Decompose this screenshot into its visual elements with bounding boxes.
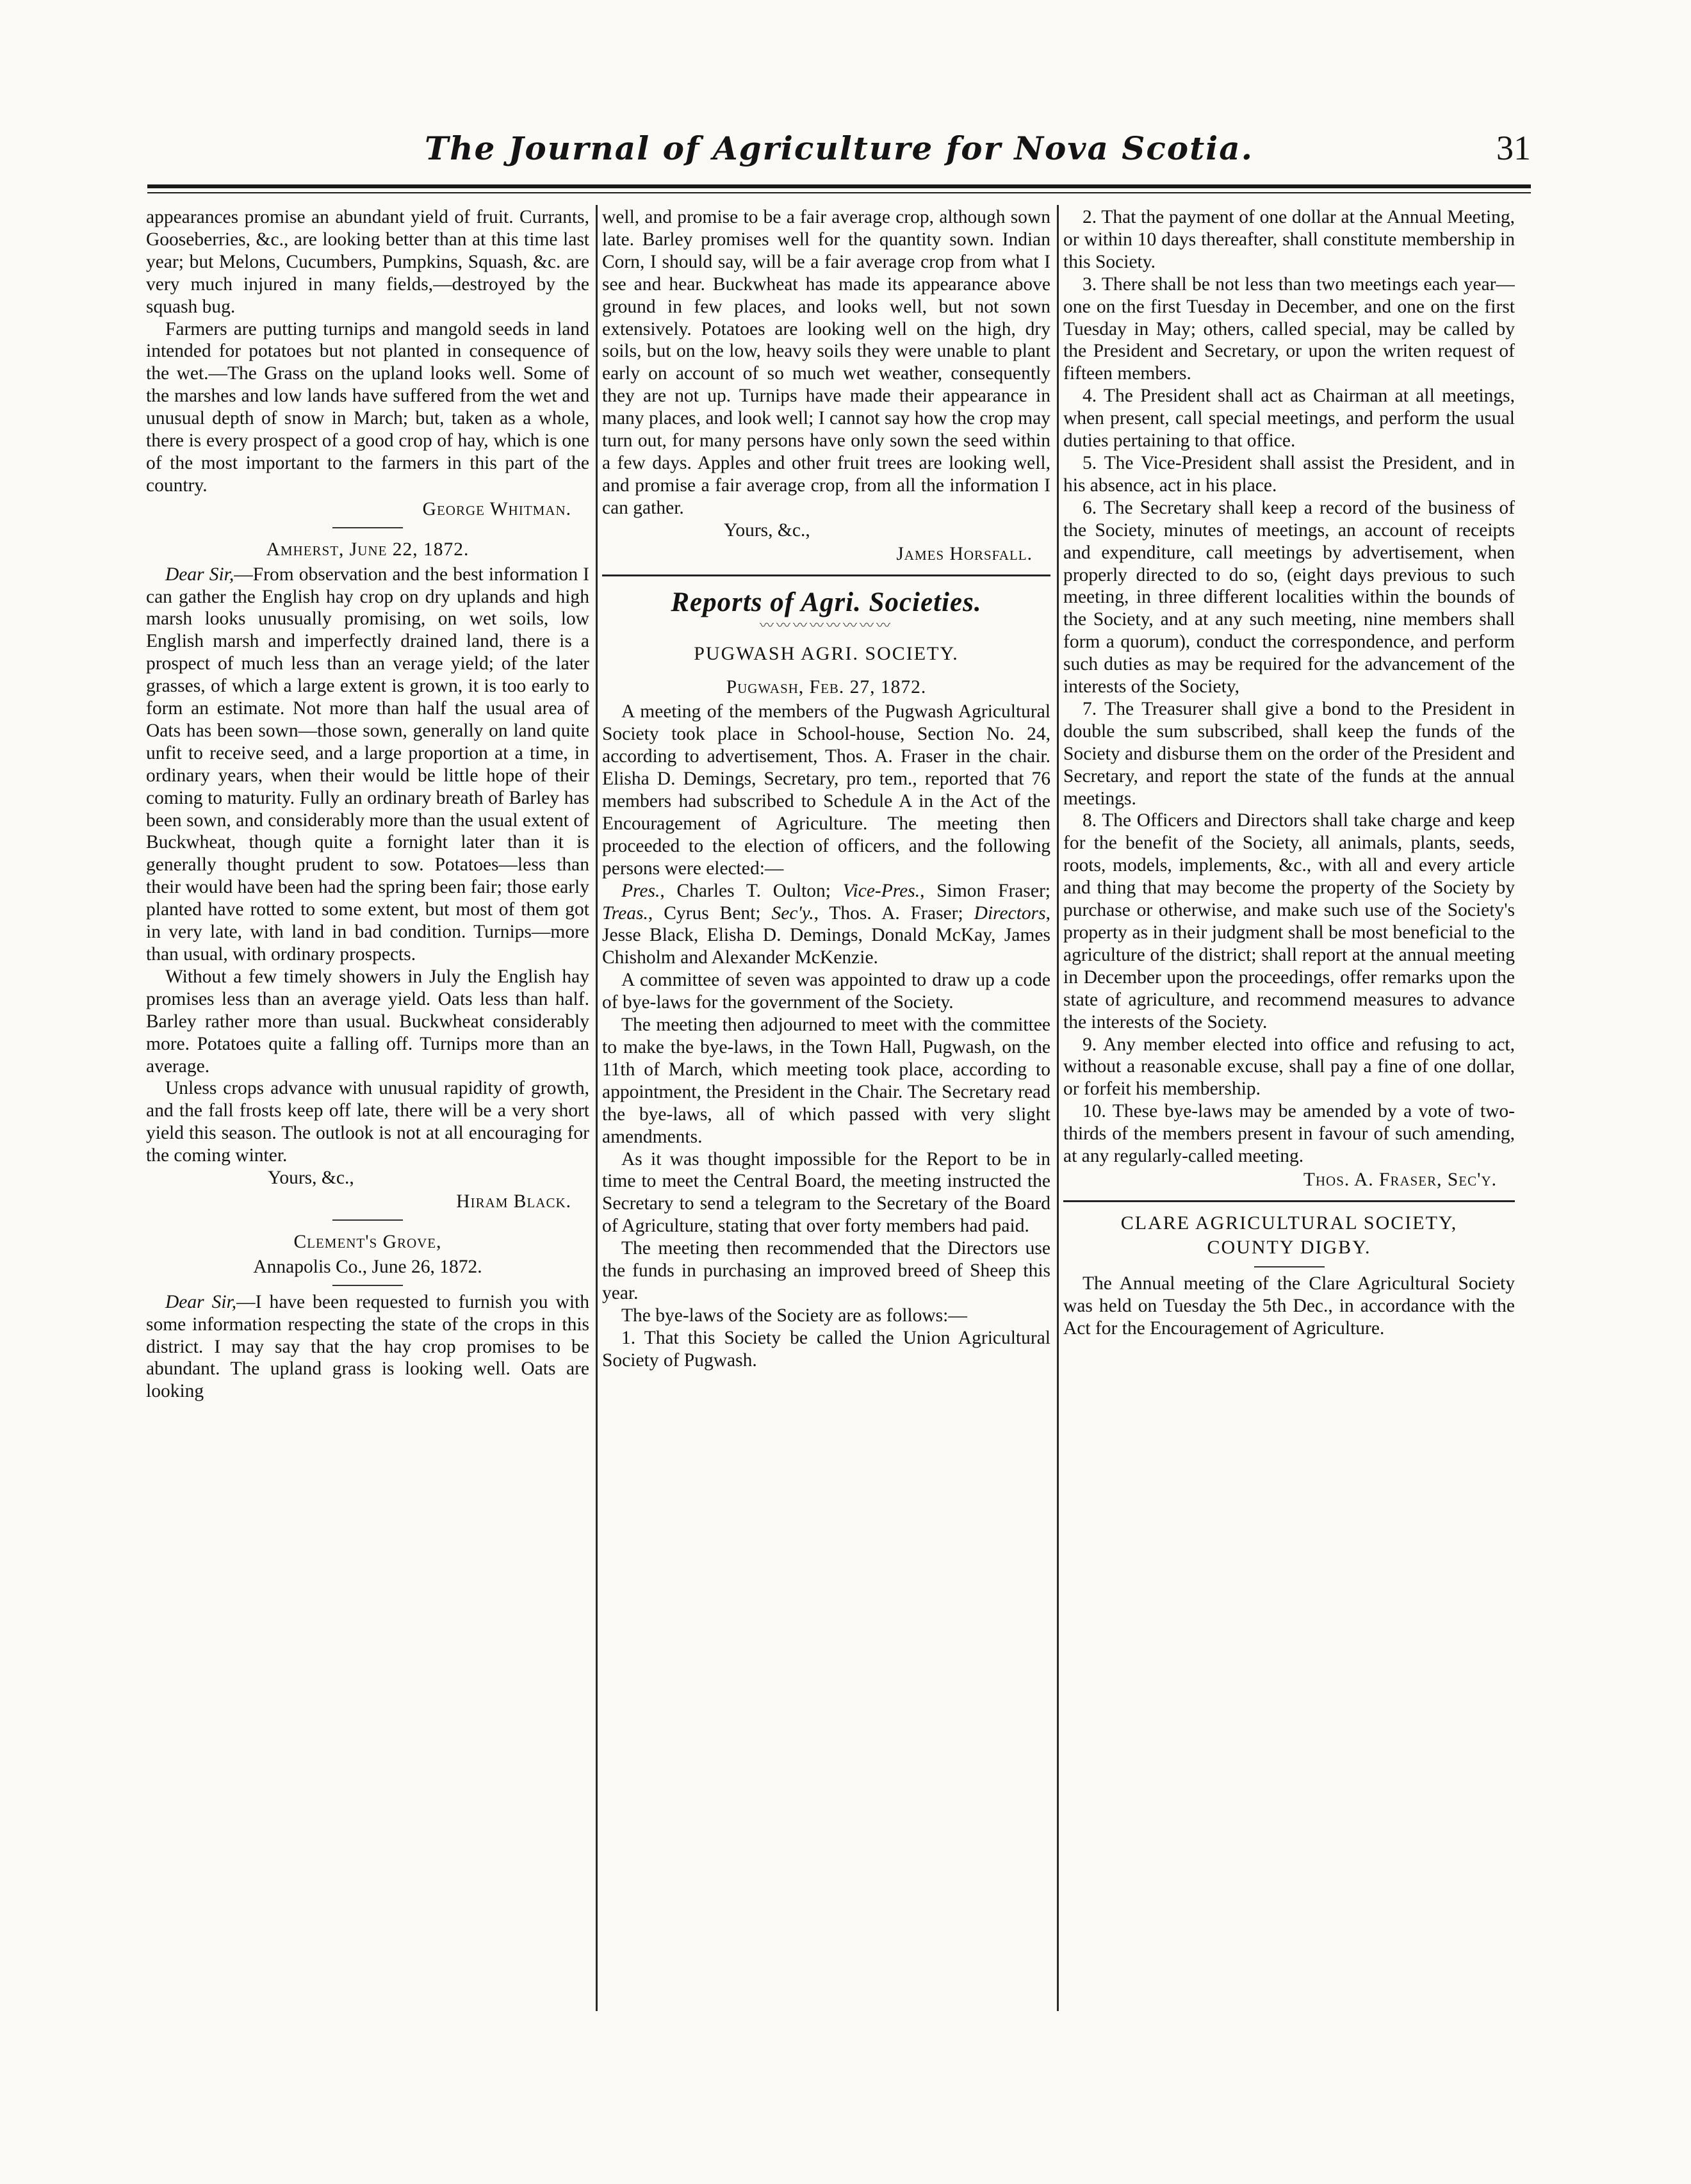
divider <box>332 1219 403 1221</box>
dateline: Clement's Grove, <box>293 1231 442 1252</box>
bye-law: 4. The President shall act as Chairman at all meetings, when present, call special meetings, and perform the usual duties pertaining to that office. <box>1063 386 1515 452</box>
paragraph: As it was thought impossible for the Report to be in time to meet the Central Board, the meeting instructed the Secretary to send a telegram to the Secretary of the Board of Agriculture, stating that over forty members had paid. <box>602 1148 1050 1237</box>
paragraph: A meeting of the members of the Pugwash Agricultural Society took place in School-house, Section No. 24, according to advertisement, Thos. A. Fraser in the chair. Elisha D. Demings, Secretary, pro tem., reported that 76 members had subscribed to Schedule A in the Act of the Encouragement of Agriculture. The meeting then proceeded to the election of officers, and the following persons were elected:— <box>602 701 1050 879</box>
bye-law: 1. That this Society be called the Union Agricultural Society of Pugwash. <box>602 1327 1050 1371</box>
bye-law: 7. The Treasurer shall give a bond to the President in double the sum subscribed, shall keep the funds of the Society and disburse them on the order of the President and Secretary, and report the state of the funds at the annual meetings. <box>1063 698 1515 809</box>
section-rule <box>1063 1200 1515 1202</box>
column-1 <box>146 206 589 2012</box>
dateline-location: Annapolis Co., June 26, 1872. <box>253 1256 482 1277</box>
column-2 <box>602 206 1050 2012</box>
column-divider <box>1057 205 1059 2011</box>
paragraph: The meeting then adjourned to meet with the committee to make the bye-laws, in the Town Hall, Pugwash, on the 11th of March, which meeting took place, according to appointment, the President in the Chair. The Secretary read the bye-laws, all of which passed with very slight amendments. <box>602 1015 1050 1147</box>
dateline: Pugwash, Feb. 27, 1872. <box>726 676 927 697</box>
closing: Yours, &c., <box>724 519 810 541</box>
divider <box>1254 1266 1325 1267</box>
signature: Hiram Black. <box>456 1191 571 1212</box>
paragraph: The Annual meeting of the Clare Agricultural Society was held on Tuesday the 5th Dec., in accordance with the Act for the Encouragement of Agriculture. <box>1063 1273 1515 1339</box>
officer-label: Treas. <box>602 902 648 924</box>
salutation: Dear Sir, <box>165 1291 237 1312</box>
bye-law: 9. Any member elected into office and refusing to act, without a reasonable excuse, shall pay a fine of one dollar, or forfeit his membership. <box>1063 1034 1515 1100</box>
officer-label: Pres. <box>621 880 660 901</box>
paragraph: Unless crops advance with unusual rapidity of growth, and the fall frosts keep off late, there will be a very short yield this season. The outlook is not at all encouraging for the coming winter. <box>146 1078 589 1166</box>
officers-list <box>602 880 1050 970</box>
paragraph: The meeting then recommended that the Directors use the funds in purchasing an improved breed of Sheep this year. <box>602 1238 1050 1303</box>
letter-paragraph <box>146 564 589 966</box>
officer-label: Sec'y. <box>771 902 814 924</box>
dateline: Amherst, June 22, 1872. <box>266 539 470 560</box>
paragraph: well, and promise to be a fair average crop, although sown late. Barley promises well for the quantity sown. Indian Corn, I should say, will be a fair average crop from what I see and hear. Buckwheat has made its appearance above ground in few places, and looks well, but not sown extensively. Potatoes are looking well on the high, dry soils, but on the low, heavy soils they were unable to plant early on account of so much wet weather, consequently they are not up. Turnips have made their appearance in many places, and look well; I cannot say how the crop may turn out, for many persons have only sown the seed within a few days. Apples and other fruit trees are looking well, and promise a fair average crop, from all the information I can gather. <box>602 207 1050 518</box>
running-header <box>147 115 1531 186</box>
closing: Yours, &c., <box>268 1168 354 1189</box>
bye-law: 3. There shall be not less than two meetings each year—one on the first Tuesday in December, and one on the first Tuesday in May; others, called special, may be called by the President and Secretary, or upon the writen request of fifteen members. <box>1063 273 1515 384</box>
officer-name: , Cyrus Bent; <box>648 902 772 924</box>
bye-law: 6. The Secretary shall keep a record of the business of the Society, minutes of meetings, an account of receipts and expenditure, call meetings by advertisement, when properly directed to do so, (eight days previous to such meeting, in three different localities within the bounds of the Society, and at any such meeting, nine members shall form a quorum), conduct the correspondence, and perform such duties as may be required for the advancement of the interests of the Society, <box>1063 497 1515 697</box>
officer-label: Directors <box>974 902 1046 924</box>
header-rule-thin <box>147 192 1531 193</box>
column-3 <box>1063 206 1515 2012</box>
paragraph: Farmers are putting turnips and mangold seeds in land intended for potatoes but not planted in consequence of the wet.—The Grass on the upland looks well. Some of the marshes and low lands have suffered from the wet and unusual depth of snow in March; but, taken as a whole, there is every prospect of a good crop of hay, which is one of the most important to the farmers in this part of the country. <box>146 318 589 496</box>
letter-text: —From observation and the best information I can gather the English hay crop on dry uplands and high marsh looks unusually promising, on wet soils, low English marsh and imperfectly drained land, there is a prospect of much less than an verage yield; of the later grasses, of which a large extent is grown, it is too early to form an estimate. Not more than half the usual area of Oats has been sown—those sown, generally on land quite unfit to receive seed, and a large proportion at a time, in ordinary years, when their would be little hope of their coming to maturity. Fully an ordinary breath of Barley has been sown, and considerably more than the usual extent of Buckwheat, though quite a fornight later than it is generally thought prudent to sow. Potatoes—less than their would have been had the spring been fair; those early planted have rotted to some extent, but most of them got in very late, with land in bad condition. Turnips—more than usual, with ordinary prospects. <box>146 564 589 965</box>
paragraph: appearances promise an abundant yield of fruit. Currants, Gooseberries, &c., are looking better than at this time last year; but Melons, Cucumbers, Pumpkins, Squash, &c. are very much injured in many fields,—destroyed by the squash bug. <box>146 207 589 317</box>
header-rule <box>147 184 1531 188</box>
column-divider <box>596 205 598 2011</box>
ornament-divider: 〰〰〰〰〰〰〰〰 <box>759 617 893 633</box>
divider <box>332 527 403 528</box>
signature: Thos. A. Fraser, Sec'y. <box>1303 1169 1497 1190</box>
paragraph: A committee of seven was appointed to draw up a code of bye-laws for the government of the Society. <box>602 970 1050 1013</box>
running-title: The Journal of Agriculture for Nova Scotia. <box>424 129 1254 167</box>
officer-label: Vice-Pres. <box>842 880 920 901</box>
officer-name: , Jesse Black, Elisha D. Demings, Donald McKay, James Chisholm and Alexander McKenzie. <box>602 902 1050 968</box>
society-title: CLARE AGRICULTURAL SOCIETY, <box>1120 1212 1458 1234</box>
letter-text: —I have been requested to furnish you with some information respecting the state of the crops in this district. I may say that the hay crop promises to be abundant. The upland grass is looking well. Oats are looking <box>146 1291 589 1402</box>
paragraph: The bye-laws of the Society are as follows:— <box>621 1305 967 1326</box>
bye-law: 5. The Vice-President shall assist the President, and in his absence, act in his place. <box>1063 452 1515 496</box>
signature: George Whitman. <box>422 498 571 519</box>
officer-name: , Charles T. Oulton; <box>660 880 843 901</box>
section-title: Reports of Agri. Societies. <box>671 587 982 617</box>
salutation: Dear Sir, <box>165 564 234 585</box>
bye-law: 10. These bye-laws may be amended by a vote of two-thirds of the members present in favour of such amending, at any regularly-called meeting. <box>1063 1101 1515 1167</box>
officer-name: , Simon Fraser; <box>920 880 1050 901</box>
bye-law: 2. That the payment of one dollar at the Annual Meeting, or within 10 days thereafter, shall constitute membership in this Society. <box>1063 207 1515 272</box>
society-title: PUGWASH AGRI. SOCIETY. <box>694 642 959 664</box>
page-number: 31 <box>1496 129 1531 167</box>
officer-name: , Thos. A. Fraser; <box>813 902 974 924</box>
signature: James Horsfall. <box>896 543 1033 564</box>
paragraph: Without a few timely showers in July the English hay promises less than an average yield. Oats less than half. Barley rather more than usual. Buckwheat considerably more. Potatoes quite a falling off. Turnips more than an average. <box>146 966 589 1077</box>
section-rule <box>602 575 1050 576</box>
divider <box>332 1285 403 1286</box>
society-subtitle: COUNTY DIGBY. <box>1207 1236 1371 1258</box>
letter-paragraph <box>146 1291 589 1403</box>
bye-law: 8. The Officers and Directors shall take charge and keep for the benefit of the Society, all animals, plants, seeds, roots, models, implements, &c., with all and every article and thing that may become the property of the Society by purchase or otherwise, and make such use of the Society's property as in their judgment shall be most beneficial to the agriculture of the district; shall report at the annual meeting in December upon the proceedings, offer remarks upon the state of agriculture, and recommend measures to advance the interests of the Society. <box>1063 810 1515 1032</box>
